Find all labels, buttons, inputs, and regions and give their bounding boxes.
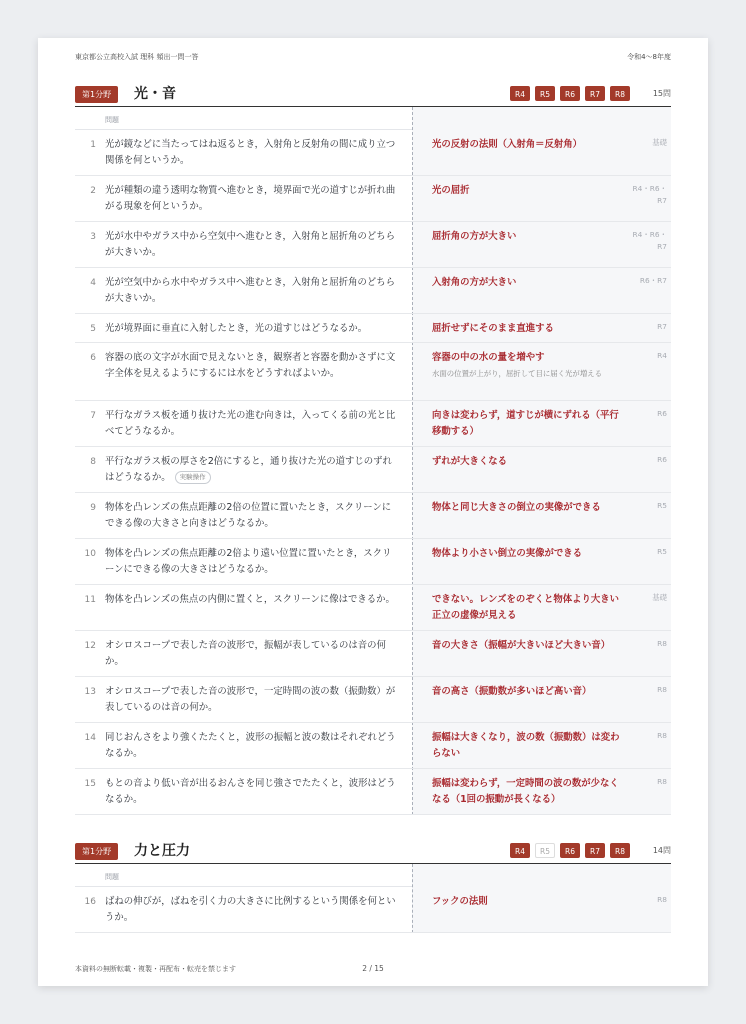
answer-body: 光の反射の法則（入射角＝反射角） <box>432 139 583 150</box>
answer-body: 振幅は変わらず，一定時間の波の数が少なくなる（1回の振動が長くなる） <box>432 778 619 805</box>
question-text <box>105 894 400 926</box>
answer-text <box>432 638 622 654</box>
year-badge: R6 <box>560 86 580 101</box>
year-badge: R5 <box>535 843 555 858</box>
answer-body: ずれが大きくなる <box>432 456 508 467</box>
section-title: 力と圧力 <box>134 843 190 859</box>
question-number: 9 <box>90 503 96 513</box>
answer-text <box>432 275 622 291</box>
question-text <box>105 546 400 578</box>
page-header <box>75 52 671 66</box>
question-number: 14 <box>84 733 96 743</box>
question-row <box>75 539 671 585</box>
question-body: オシロスコープで表した音の波形で，振幅が表しているのは音の何か。 <box>105 640 386 667</box>
field-badge: 第1分野 <box>75 86 118 103</box>
question-text <box>105 638 400 670</box>
header-title: 東京都公立高校入試 理科 頻出一問一答 <box>75 53 199 61</box>
question-count: 15問 <box>652 89 671 98</box>
question-body: ばねの伸びが，ばねを引く力の大きさに比例するという関係を何というか。 <box>105 896 396 923</box>
question-row <box>75 176 671 222</box>
year-badge: R7 <box>585 843 605 858</box>
answer-text <box>432 730 622 762</box>
question-row <box>75 343 671 401</box>
question-column-label: 問題 <box>105 873 119 881</box>
answer-body: できない。レンズをのぞくと物体より大きい正立の虚像が見える <box>432 594 619 621</box>
question-body: 光が水中やガラス中から空気中へ進むとき，入射角と屈折角のどちらが大きいか。 <box>105 231 395 258</box>
question-row <box>75 585 671 631</box>
exam-source: R4・R6・R7 <box>632 230 667 251</box>
exam-source: 基礎 <box>652 138 667 147</box>
exam-source: R6 <box>657 409 667 418</box>
exam-source: R8 <box>657 639 667 648</box>
question-rows <box>75 130 671 815</box>
question-number: 13 <box>84 687 96 697</box>
exam-source: R7 <box>657 322 667 331</box>
question-column-label: 問題 <box>105 116 119 124</box>
question-row <box>75 314 671 343</box>
year-badge: R4 <box>510 843 530 858</box>
answer-body: 振幅は大きくなり，波の数（振動数）は変わらない <box>432 732 620 759</box>
answer-body: 屈折せずにそのまま直進する <box>432 323 554 334</box>
page-number: 2 / 15 <box>362 964 384 973</box>
answer-text <box>432 183 622 199</box>
question-text <box>105 350 400 382</box>
header-years: 令和4～8年度 <box>627 53 671 61</box>
year-badge: R8 <box>610 86 630 101</box>
question-row <box>75 677 671 723</box>
question-number: 11 <box>84 595 96 605</box>
answer-text <box>432 321 622 337</box>
question-row <box>75 631 671 677</box>
section-header <box>75 840 671 864</box>
question-number: 10 <box>84 549 96 559</box>
question-text <box>105 137 400 169</box>
answer-body: 音の大きさ（振幅が大きいほど大きい音） <box>432 640 611 651</box>
question-body: 平行なガラス板の厚さを2倍にすると，通り抜けた光の道すじのずれはどうなるか。 <box>105 456 392 483</box>
year-badge: R5 <box>535 86 555 101</box>
question-body: もとの音より低い音が出るおんさを同じ強さでたたくと，波形はどうなるか。 <box>105 778 396 805</box>
exam-source: R6 <box>657 455 667 464</box>
question-text <box>105 500 400 532</box>
field-badge: 第1分野 <box>75 843 118 860</box>
question-row <box>75 723 671 769</box>
question-body: 光が鏡などに当たってはね返るとき，入射角と反射角の間に成り立つ関係を何というか。 <box>105 139 396 166</box>
question-rows <box>75 887 671 933</box>
section-header <box>75 83 671 107</box>
answer-body: 容器の中の水の量を増やす <box>432 352 545 363</box>
year-badge: R8 <box>610 843 630 858</box>
answer-body: 入射角の方が大きい <box>432 277 517 288</box>
question-row <box>75 222 671 268</box>
question-number: 6 <box>90 353 96 363</box>
question-text <box>105 408 400 440</box>
question-number: 16 <box>84 897 96 907</box>
question-body: 平行なガラス板を通り抜けた光の進む向きは，入ってくる前の光と比べてどうなるか。 <box>105 410 396 437</box>
question-text <box>105 776 400 808</box>
exam-source: R6・R7 <box>639 276 667 285</box>
answer-body: 物体と同じ大きさの倒立の実像ができる <box>432 502 601 513</box>
answer-body: 向きは変わらず，道すじが横にずれる（平行移動する） <box>432 410 619 437</box>
question-body: 物体を凸レンズの焦点距離の2倍の位置に置いたとき，スクリーンにできる像の大きさと向きはどうなるか。 <box>105 502 392 529</box>
question-text <box>105 684 400 716</box>
page-footer <box>75 964 671 976</box>
year-badge: R4 <box>510 86 530 101</box>
answer-text <box>432 546 622 562</box>
exam-source: R8 <box>657 777 667 786</box>
question-row <box>75 769 671 815</box>
question-row <box>75 887 671 933</box>
answer-text <box>432 776 622 808</box>
exam-source: R8 <box>657 895 667 904</box>
answer-body: 物体より小さい倒立の実像ができる <box>432 548 583 559</box>
exam-source: R4 <box>657 351 667 360</box>
exam-source: R5 <box>657 501 667 510</box>
question-body: オシロスコープで表した音の波形で，一定時間の波の数（振動数）が表しているのは音の何か。 <box>105 686 396 713</box>
question-section <box>75 840 671 933</box>
question-number: 4 <box>90 278 96 288</box>
answer-text <box>432 350 622 379</box>
question-section <box>75 83 671 815</box>
question-body: 光が空気中から水中やガラス中へ進むとき，入射角と屈折角のどちらが大きいか。 <box>105 277 395 304</box>
question-text <box>105 183 400 215</box>
question-body: 光が種類の違う透明な物質へ進むとき，境界面で光の道すじが折れ曲がる現象を何というか。 <box>105 185 396 212</box>
exam-source: 基礎 <box>652 593 667 602</box>
answer-body: フックの法則 <box>432 896 488 907</box>
question-body: 容器の底の文字が水面で見えないとき，観察者と容器を動かさずに文字全体を見えるようにするには水をどうすればよいか。 <box>105 352 396 379</box>
question-text <box>105 229 400 261</box>
question-body: 光が境界面に垂直に入射したとき，光の道すじはどうなるか。 <box>105 323 368 334</box>
question-number: 8 <box>90 457 96 467</box>
section-title: 光・音 <box>134 86 176 102</box>
question-count: 14問 <box>652 846 671 855</box>
question-number: 12 <box>84 641 96 651</box>
answer-text <box>432 137 622 153</box>
answer-text <box>432 454 622 470</box>
question-row <box>75 401 671 447</box>
year-badge: R6 <box>560 843 580 858</box>
question-row <box>75 493 671 539</box>
question-text <box>105 454 400 486</box>
exam-source: R4・R6・R7 <box>632 184 667 205</box>
exam-source: R8 <box>657 731 667 740</box>
question-number: 15 <box>84 779 96 789</box>
answer-text <box>432 229 622 245</box>
answer-text <box>432 408 622 440</box>
question-body: 物体を凸レンズの焦点の内側に置くと，スクリーンに像はできるか。 <box>105 594 395 605</box>
question-body: 同じおんさをより強くたたくと，波形の振幅と波の数はそれぞれどうなるか。 <box>105 732 396 759</box>
year-badges <box>510 843 630 858</box>
answer-text <box>432 684 622 700</box>
question-text <box>105 730 400 762</box>
question-number: 2 <box>90 186 96 196</box>
year-badge: R7 <box>585 86 605 101</box>
exam-source: R8 <box>657 685 667 694</box>
question-number: 5 <box>90 324 96 334</box>
question-text <box>105 592 400 608</box>
answer-body: 屈折角の方が大きい <box>432 231 517 242</box>
answer-note: 水面の位置が上がり，屈折して目に届く光が増える <box>432 369 602 378</box>
question-text <box>105 275 400 307</box>
question-row <box>75 130 671 176</box>
question-number: 7 <box>90 411 96 421</box>
document-page <box>38 38 708 986</box>
answer-text <box>432 592 622 624</box>
question-number: 3 <box>90 232 96 242</box>
question-number: 1 <box>90 140 96 150</box>
copyright-notice: 本資料の無断転載・複製・再配布・転売を禁じます <box>75 965 236 973</box>
experiment-tag: 実験操作 <box>175 471 211 484</box>
question-row <box>75 447 671 493</box>
question-text <box>105 321 400 337</box>
question-body: 物体を凸レンズの焦点距離の2倍より遠い位置に置いたとき，スクリーンにできる像の大きさはどうなるか。 <box>105 548 392 575</box>
answer-text <box>432 500 622 516</box>
answer-body: 光の屈折 <box>432 185 470 196</box>
question-row <box>75 268 671 314</box>
answer-text <box>432 894 622 910</box>
year-badges <box>510 86 630 101</box>
exam-source: R5 <box>657 547 667 556</box>
answer-body: 音の高さ（振動数が多いほど高い音） <box>432 686 592 697</box>
